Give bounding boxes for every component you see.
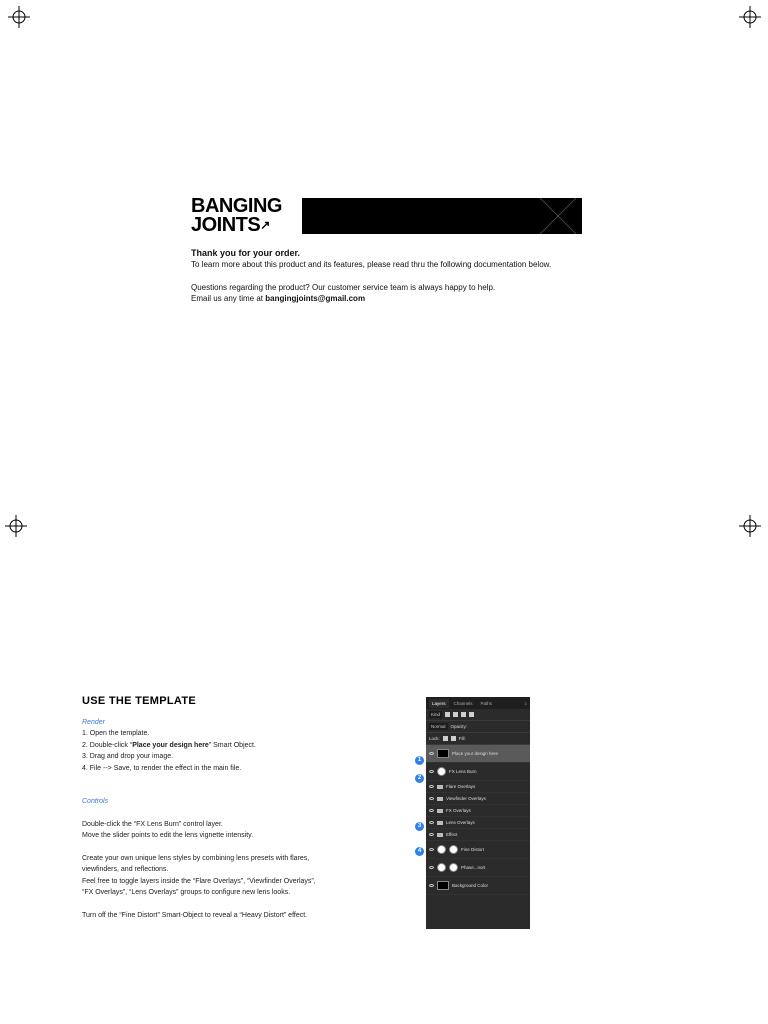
layer-row[interactable]: Lens Overlays (426, 817, 530, 829)
callout-badge: 4 (415, 847, 424, 856)
intro-line1: To learn more about this product and its features, please read thru the following documentation below. (191, 260, 552, 269)
eye-icon[interactable] (429, 797, 434, 800)
layer-row[interactable]: Background Color (426, 877, 530, 895)
controls-line-5: Feel free to toggle layers inside the “Flare Overlays”, “Viewfinder Overlays”, (82, 877, 316, 885)
layer-mask-thumbnail (449, 863, 458, 872)
brand-logo (191, 197, 301, 235)
layer-thumbnail (437, 845, 446, 854)
tab-channels[interactable]: Channels (453, 700, 473, 706)
layer-row[interactable]: Effect (426, 829, 530, 841)
callout-badge: 1 (415, 756, 424, 765)
layer-thumbnail (437, 881, 449, 890)
step-4: 4. File --> Save, to render the effect in the main file. (82, 764, 242, 772)
step-3: 3. Drag and drop your image. (82, 753, 174, 760)
brand-arrow-icon: ↗ (260, 218, 270, 232)
layer-row[interactable]: Fine Distort (426, 841, 530, 859)
layer-row[interactable]: FX Overlays (426, 805, 530, 817)
header-banner (302, 198, 582, 234)
brand-line1: BANGING (191, 195, 282, 217)
filter-icon[interactable] (461, 712, 466, 717)
tab-paths[interactable]: Paths (480, 700, 493, 706)
registration-mark-icon (5, 515, 27, 537)
controls-line-7: Turn off the “Fine Distort” Smart-Object to reveal a “Heavy Distort” effect. (82, 911, 308, 919)
step-2: 2. Double-click “Place your design here” Smart Object. (82, 741, 256, 749)
eye-icon[interactable] (429, 809, 434, 812)
section-title: USE THE TEMPLATE (82, 695, 196, 707)
intro-heading: Thank you for your order. (191, 248, 301, 258)
lock-label: Lock: (429, 736, 440, 741)
tab-layers[interactable]: Layers (429, 699, 449, 708)
layer-row[interactable]: Place your design here (426, 745, 530, 763)
eye-icon[interactable] (429, 866, 434, 869)
banner-cross-icon (532, 198, 582, 234)
eye-icon[interactable] (429, 821, 434, 824)
template-instructions (82, 696, 382, 921)
controls-label: Controls (82, 798, 109, 805)
eye-icon[interactable] (429, 833, 434, 836)
layer-row[interactable]: Viewfinder Overlays (426, 793, 530, 805)
layer-row[interactable]: Flare Overlays (426, 781, 530, 793)
brand-line2: JOINTS (191, 214, 261, 236)
panel-menu-icon[interactable]: ≡ (524, 700, 527, 706)
layer-thumbnail (437, 749, 449, 758)
folder-icon (437, 797, 443, 801)
eye-icon[interactable] (429, 785, 434, 788)
eye-icon[interactable] (429, 752, 434, 755)
layer-thumbnail (437, 863, 446, 872)
folder-icon (437, 833, 443, 837)
controls-line-1: Double-click the “FX Lens Burn” control layer. (82, 820, 223, 828)
filter-icon[interactable] (453, 712, 458, 717)
registration-mark-icon (8, 6, 30, 28)
intro-text (191, 248, 611, 304)
controls-line-3: Create your own unique lens styles by combining lens presets with flares, (82, 854, 310, 862)
render-label: Render (82, 718, 105, 726)
folder-icon (437, 809, 443, 813)
layer-row[interactable]: Phase...nort (426, 859, 530, 877)
eye-icon[interactable] (429, 884, 434, 887)
callout-badge: 3 (415, 822, 424, 831)
registration-mark-icon (739, 515, 761, 537)
intro-line2: Questions regarding the product? Our customer service team is always happy to help. (191, 283, 496, 292)
filter-icon[interactable] (445, 712, 450, 717)
layer-row[interactable]: FX Lens Burn (426, 763, 530, 781)
filter-kind[interactable]: Kind (431, 712, 441, 717)
folder-icon (437, 821, 443, 825)
lock-icon[interactable] (451, 736, 456, 741)
step-1: 1. Open the template. (82, 730, 150, 737)
eye-icon[interactable] (429, 848, 434, 851)
email-prefix: Email us any time at (191, 294, 266, 303)
lock-icon[interactable] (443, 736, 448, 741)
folder-icon (437, 785, 443, 789)
layers-panel-screenshot (426, 697, 530, 929)
controls-line-6: “FX Overlays”, “Lens Overlays” groups to configure new lens looks. (82, 889, 291, 896)
layer-mask-thumbnail (449, 845, 458, 854)
layer-mask-thumbnail (437, 767, 446, 776)
opacity-label: Opacity: (450, 724, 468, 729)
registration-mark-icon (739, 6, 761, 28)
fill-label: Fill: (458, 736, 466, 741)
blend-mode[interactable]: Normal (431, 724, 446, 729)
eye-icon[interactable] (429, 770, 434, 773)
controls-line-4: viewfinders, and reflections. (82, 866, 169, 873)
email-link[interactable]: bangingjoints@gmail.com (265, 294, 366, 303)
callout-badge: 2 (415, 774, 424, 783)
filter-icon[interactable] (469, 712, 474, 717)
controls-line-2: Move the slider points to edit the lens vignette intensity. (82, 832, 254, 839)
